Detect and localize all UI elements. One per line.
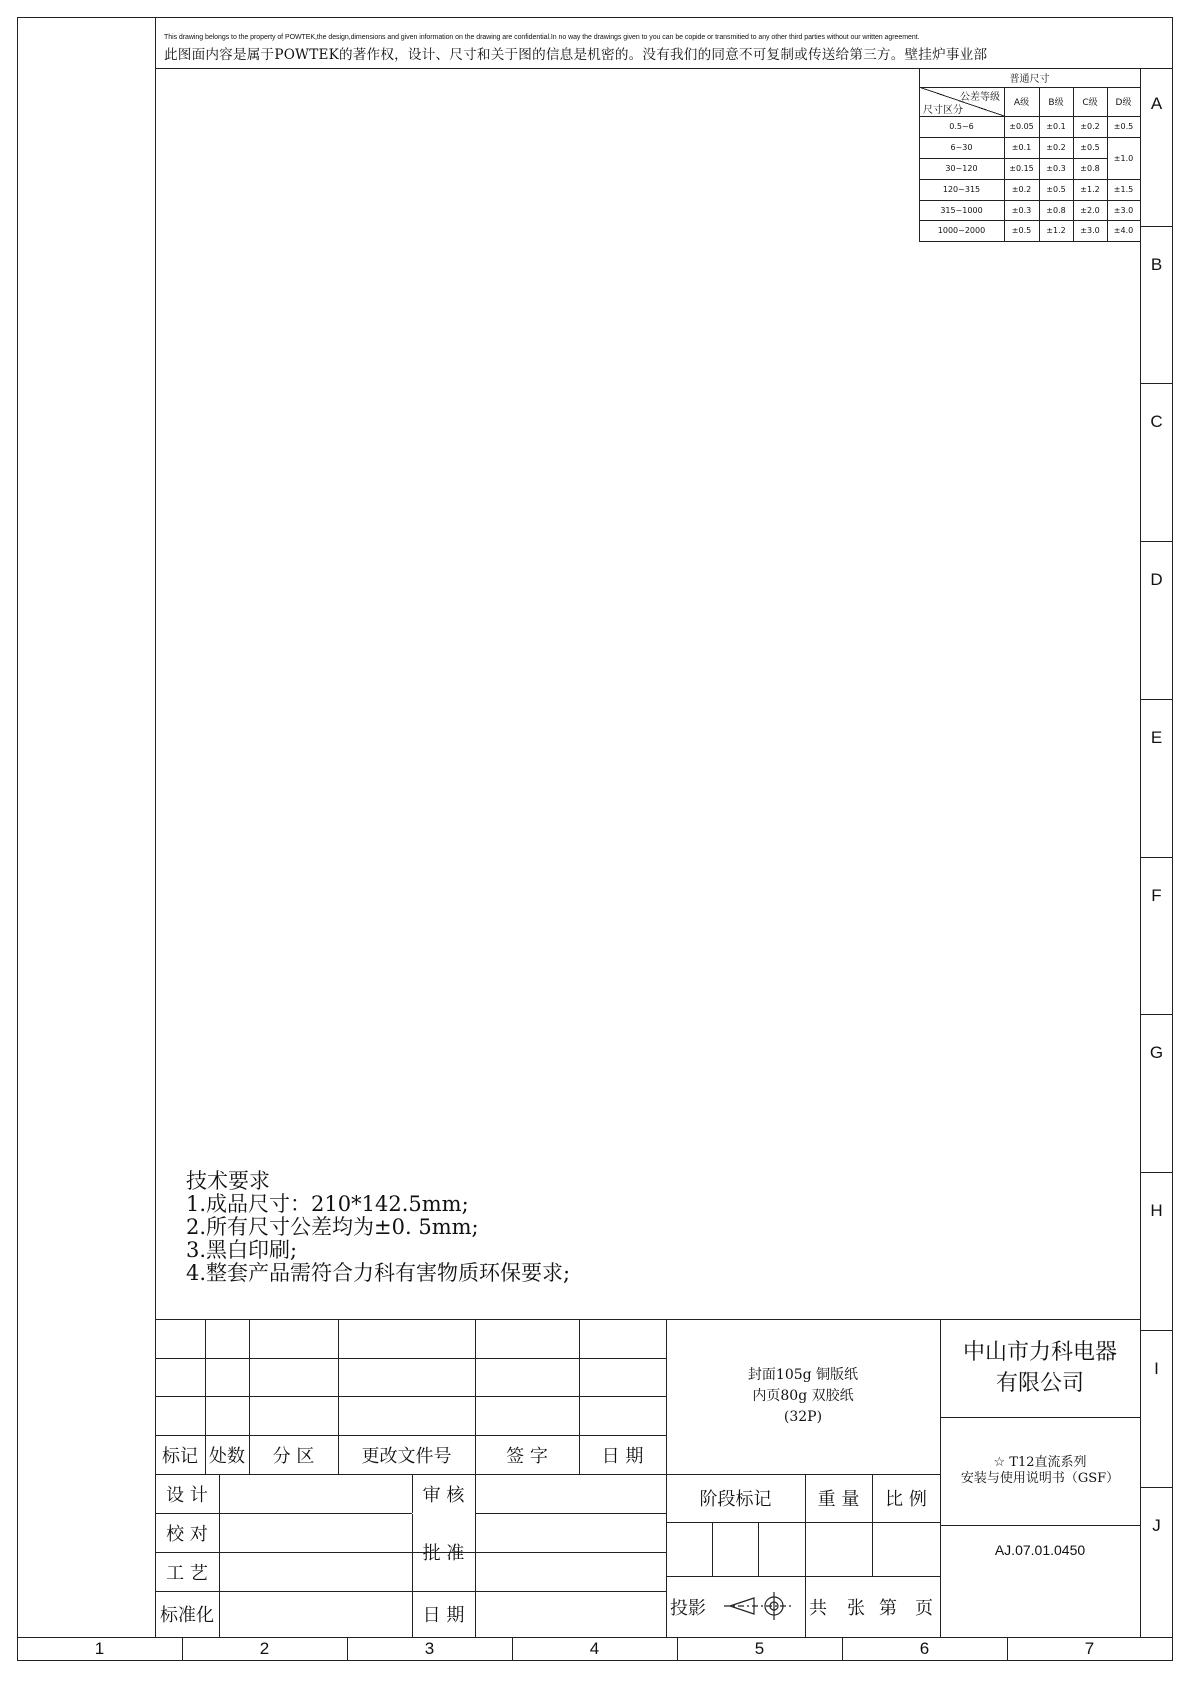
revision-header-zone: 分 区 (272, 1445, 315, 1467)
sheet-index-label: 第 (879, 1597, 897, 1619)
tolerance-value-cell: ±0.5 (1080, 143, 1100, 152)
tech-requirement-item: 3.黑白印刷; (186, 1238, 298, 1262)
zone-divider-right (1140, 383, 1172, 384)
zone-label-right: H (1150, 1201, 1163, 1220)
tolerance-range-cell: 1000~2000 (937, 226, 986, 235)
revision-header-doc: 更改文件号 (361, 1445, 452, 1467)
frame-left-line (155, 17, 156, 1637)
tolerance-value-cell: ±0.2 (1080, 122, 1100, 131)
tolerance-value-cell: ±0.1 (1011, 143, 1032, 152)
tolerance-value-cell: ±0.3 (1011, 205, 1032, 215)
outer-right-line (1172, 17, 1173, 1660)
zone-divider-right (1140, 1330, 1172, 1331)
tolerance-value-cell: ±0.5 (1113, 122, 1134, 131)
zone-label-bottom: 1 (94, 1639, 105, 1658)
tolerance-value-cell: ±0.5 (1046, 185, 1066, 194)
tolerance-header-grade: 公差等级 (960, 91, 1000, 103)
tolerance-table-title: 普通尺寸 (1009, 74, 1050, 85)
projection-label: 投影 (670, 1597, 706, 1619)
tech-requirements-title: 技术要求 (186, 1169, 270, 1193)
tech-requirement-item: 2.所有尺寸公差均为±0. 5mm; (186, 1215, 479, 1239)
tolerance-range-cell: 315~1000 (940, 205, 983, 215)
material-spec (666, 1319, 940, 1474)
tolerance-header-range: 尺寸区分 (923, 104, 963, 116)
frame-top-line (17, 17, 1173, 18)
zone-label-right: D (1150, 570, 1163, 589)
tolerance-value-cell: ±0.5 (1011, 226, 1032, 235)
tolerance-range-cell: 6~30 (950, 143, 973, 152)
tolerance-table (919, 68, 1140, 242)
revision-header-date: 日 期 (601, 1445, 644, 1467)
material-cover: 封面105g 铜版纸 (747, 1367, 859, 1383)
zone-label-right: I (1154, 1359, 1159, 1378)
sheet-count (805, 1576, 940, 1637)
tolerance-value-cell: ±0.1 (1046, 122, 1066, 131)
zone-divider-right (1140, 541, 1172, 542)
zone-label-right: F (1151, 886, 1162, 905)
grade-b: B级 (1048, 98, 1064, 108)
check-label: 校 对 (166, 1523, 208, 1545)
notice-chinese: 此图面内容是属于POWTEK的著作权，设计、尺寸和关于图的信息是机密的。没有我们的同意不可复制或传送给第三方。壁挂炉事业部 (164, 47, 988, 63)
drawing-number: AJ.07.01.0450 (994, 1542, 1086, 1558)
projection-cell (666, 1576, 805, 1637)
tech-requirements (186, 1170, 570, 1285)
drawing-title (940, 1417, 1140, 1525)
revision-header-mark: 标记 (162, 1445, 198, 1467)
tolerance-range-cell: 120~315 (942, 185, 981, 194)
standardization-label: 标准化 (160, 1605, 214, 1626)
zone-label-bottom: 6 (919, 1639, 930, 1658)
outer-bottom-line (17, 1660, 1173, 1661)
company-name (940, 1319, 1140, 1417)
tolerance-value-cell: ±3.0 (1080, 226, 1100, 235)
grade-c: C级 (1082, 98, 1098, 108)
company-name-line2: 有限公司 (995, 1371, 1084, 1396)
tolerance-value-cell: ±1.0 (1113, 153, 1134, 163)
zone-divider-right (1140, 1014, 1172, 1015)
stage-mark-label: 阶段标记 (699, 1489, 772, 1510)
zone-label-bottom: 5 (754, 1639, 765, 1658)
notice-english: This drawing belongs to the property of POWTEK,the design,dimensions and given information on the drawing are confidential.In no way the drawings given to you can be copide or transmitied to any other third parties without our written agreement. (164, 34, 920, 41)
zone-divider-right (1140, 699, 1172, 700)
tolerance-value-cell: ±0.8 (1046, 205, 1066, 215)
process-label: 工 艺 (166, 1562, 208, 1584)
sheet-total-label: 共 (809, 1597, 827, 1619)
tolerance-range-cell: 0.5~6 (949, 122, 974, 131)
first-angle-projection-icon (724, 1586, 794, 1626)
approve-label: 批 准 (422, 1543, 465, 1564)
date-label: 日 期 (422, 1605, 465, 1626)
sheet-unit-label: 张 (847, 1597, 865, 1619)
tolerance-value-cell: ±0.3 (1046, 164, 1066, 173)
tolerance-value-cell: ±0.2 (1011, 185, 1032, 194)
drawing-title-line2: 安装与使用说明书（GSF） (960, 1471, 1120, 1486)
zone-label-right: B (1150, 255, 1163, 274)
zone-divider-right (1140, 1172, 1172, 1173)
tolerance-value-cell: ±0.15 (1009, 164, 1034, 173)
zone-label-bottom: 7 (1084, 1639, 1095, 1658)
material-pages: (32P) (783, 1409, 823, 1425)
zone-divider-right (1140, 1487, 1172, 1488)
zone-label-bottom: 2 (259, 1639, 270, 1658)
tolerance-value-cell: ±1.2 (1046, 226, 1066, 235)
zone-label-right: G (1149, 1043, 1164, 1062)
revision-header-count: 处数 (209, 1445, 245, 1467)
tolerance-value-cell: ±4.0 (1113, 226, 1134, 235)
zone-label-right: A (1150, 94, 1163, 113)
zone-label-right: C (1150, 412, 1163, 431)
material-inner: 内页80g 双胶纸 (752, 1388, 854, 1404)
revision-header-sign: 签 字 (506, 1445, 548, 1467)
tolerance-value-cell: ±1.2 (1080, 185, 1100, 194)
tolerance-value-cell: ±1.5 (1113, 185, 1134, 194)
weight-label: 重 量 (817, 1489, 860, 1510)
design-label: 设 计 (166, 1484, 208, 1506)
tolerance-value-cell: ±2.0 (1080, 205, 1100, 215)
zone-label-right: J (1152, 1516, 1161, 1535)
zone-label-bottom: 4 (589, 1639, 600, 1658)
tolerance-value-cell: ±0.05 (1009, 122, 1034, 131)
grade-a: A级 (1013, 98, 1030, 108)
tolerance-value-cell: ±3.0 (1113, 205, 1134, 215)
review-label: 审 核 (422, 1484, 465, 1506)
company-name-line1: 中山市力科电器 (962, 1340, 1117, 1365)
tolerance-value-cell: ±0.2 (1046, 143, 1066, 152)
zone-label-right: E (1150, 728, 1163, 747)
tech-requirement-item: 1.成品尺寸：210*142.5mm; (186, 1192, 469, 1216)
grade-d: D级 (1115, 98, 1132, 108)
zone-divider-right (1140, 857, 1172, 858)
drawing-title-line1: ☆ T12直流系列 (993, 1455, 1087, 1470)
tolerance-range-cell: 30~120 (945, 164, 978, 173)
tech-requirement-item: 4.整套产品需符合力科有害物质环保要求; (186, 1261, 571, 1285)
left-margin-line (17, 17, 18, 1660)
scale-label: 比 例 (885, 1489, 927, 1510)
zone-divider-right (1140, 226, 1172, 227)
frame-right-line (1140, 68, 1141, 1637)
zone-label-bottom: 3 (424, 1639, 435, 1658)
tolerance-value-cell: ±0.8 (1080, 164, 1100, 173)
sheet-page-label: 页 (915, 1597, 933, 1619)
